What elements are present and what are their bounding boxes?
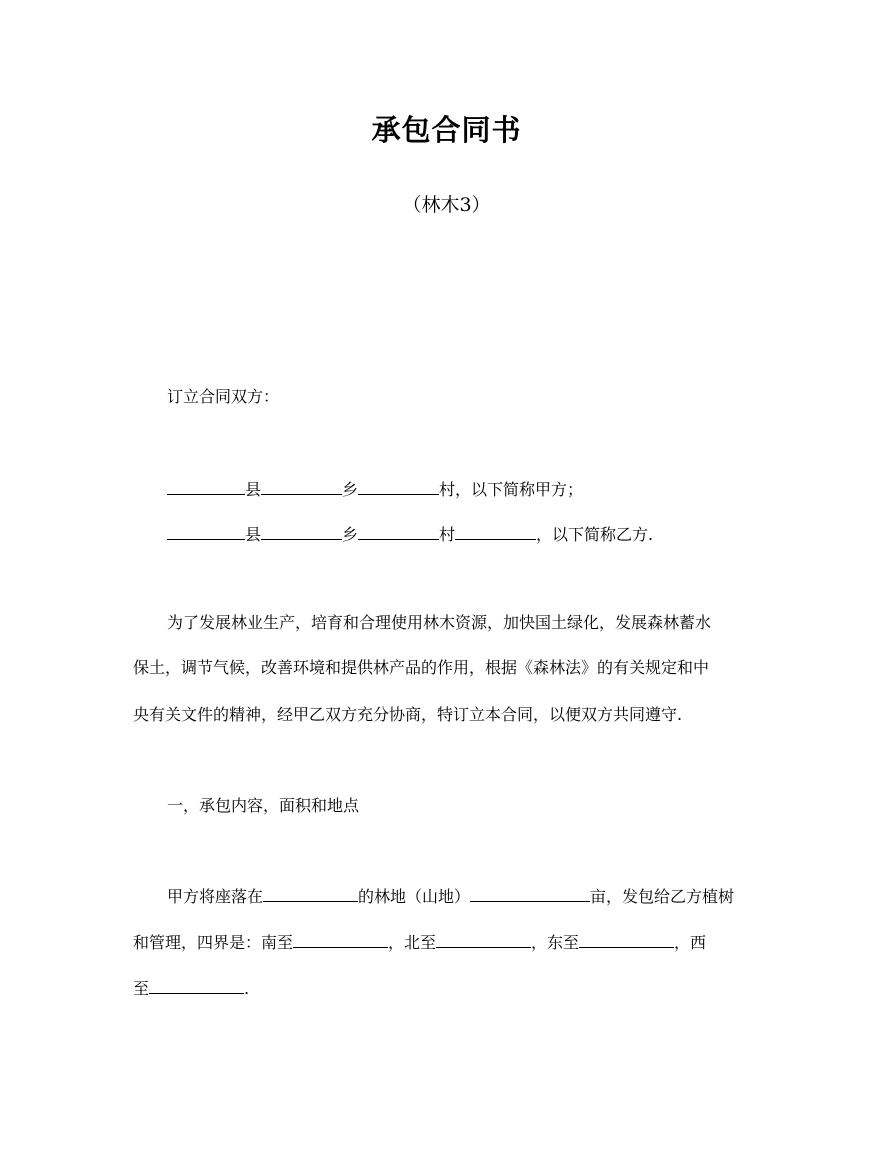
boundary-west-label-cont: 至 [133, 979, 150, 998]
party-a-suffix: ，以下简称甲方； [455, 480, 584, 499]
section-1-line-2 [133, 930, 793, 954]
boundary-north-blank[interactable] [436, 930, 531, 948]
party-b-name-blank[interactable] [455, 522, 536, 540]
preamble-line-3: 央有关文件的精神，经甲乙双方充分协商，特订立本合同，以便双方共同遵守. [133, 705, 683, 724]
section-1-line-1 [167, 884, 827, 908]
party-a-village-label: 村 [439, 480, 456, 499]
party-b-line [167, 522, 827, 546]
section-1-text-c: 亩，发包给乙方植树 [590, 887, 735, 906]
boundary-west-label: ，西 [674, 933, 707, 952]
party-b-township-label: 乡 [342, 525, 359, 544]
party-a-township-blank[interactable] [261, 477, 342, 495]
preamble-line-1: 为了发展林业生产，培育和合理使用林木资源，加快国土绿化，发展森林蓄水 [167, 613, 712, 632]
party-a-county-blank[interactable] [167, 477, 245, 495]
area-blank[interactable] [470, 884, 590, 902]
party-a-village-blank[interactable] [358, 477, 439, 495]
party-b-suffix: ，以下简称乙方. [536, 525, 654, 544]
party-b-county-blank[interactable] [167, 522, 245, 540]
section-1-text-a: 甲方将座落在 [167, 887, 264, 906]
section-1-line-3-end: . [244, 979, 250, 998]
party-a-county-label: 县 [245, 480, 262, 499]
boundary-north-label: ，北至 [388, 933, 437, 952]
boundary-east-blank[interactable] [579, 930, 674, 948]
party-b-township-blank[interactable] [261, 522, 342, 540]
boundary-south-blank[interactable] [293, 930, 388, 948]
section-1-line-3 [133, 976, 793, 1000]
parties-intro: 订立合同双方： [167, 387, 280, 406]
party-a-line [167, 477, 827, 501]
document-subtitle: （林木3） [402, 194, 491, 216]
boundary-west-blank[interactable] [149, 976, 244, 994]
location-blank[interactable] [263, 884, 358, 902]
party-b-village-blank[interactable] [358, 522, 439, 540]
party-a-township-label: 乡 [342, 480, 359, 499]
document-title: 承包合同书 [371, 113, 522, 147]
boundary-east-label: ，东至 [531, 933, 580, 952]
section-1-text-b: 的林地（山地） [358, 887, 471, 906]
boundary-south-label: 和管理，四界是：南至 [133, 933, 294, 952]
section-1-heading: 一，承包内容，面积和地点 [167, 796, 360, 815]
preamble-line-2: 保土，调节气候，改善环境和提供林产品的作用，根据《森林法》的有关规定和中 [133, 658, 710, 677]
party-b-village-label: 村 [439, 525, 456, 544]
party-b-county-label: 县 [245, 525, 262, 544]
